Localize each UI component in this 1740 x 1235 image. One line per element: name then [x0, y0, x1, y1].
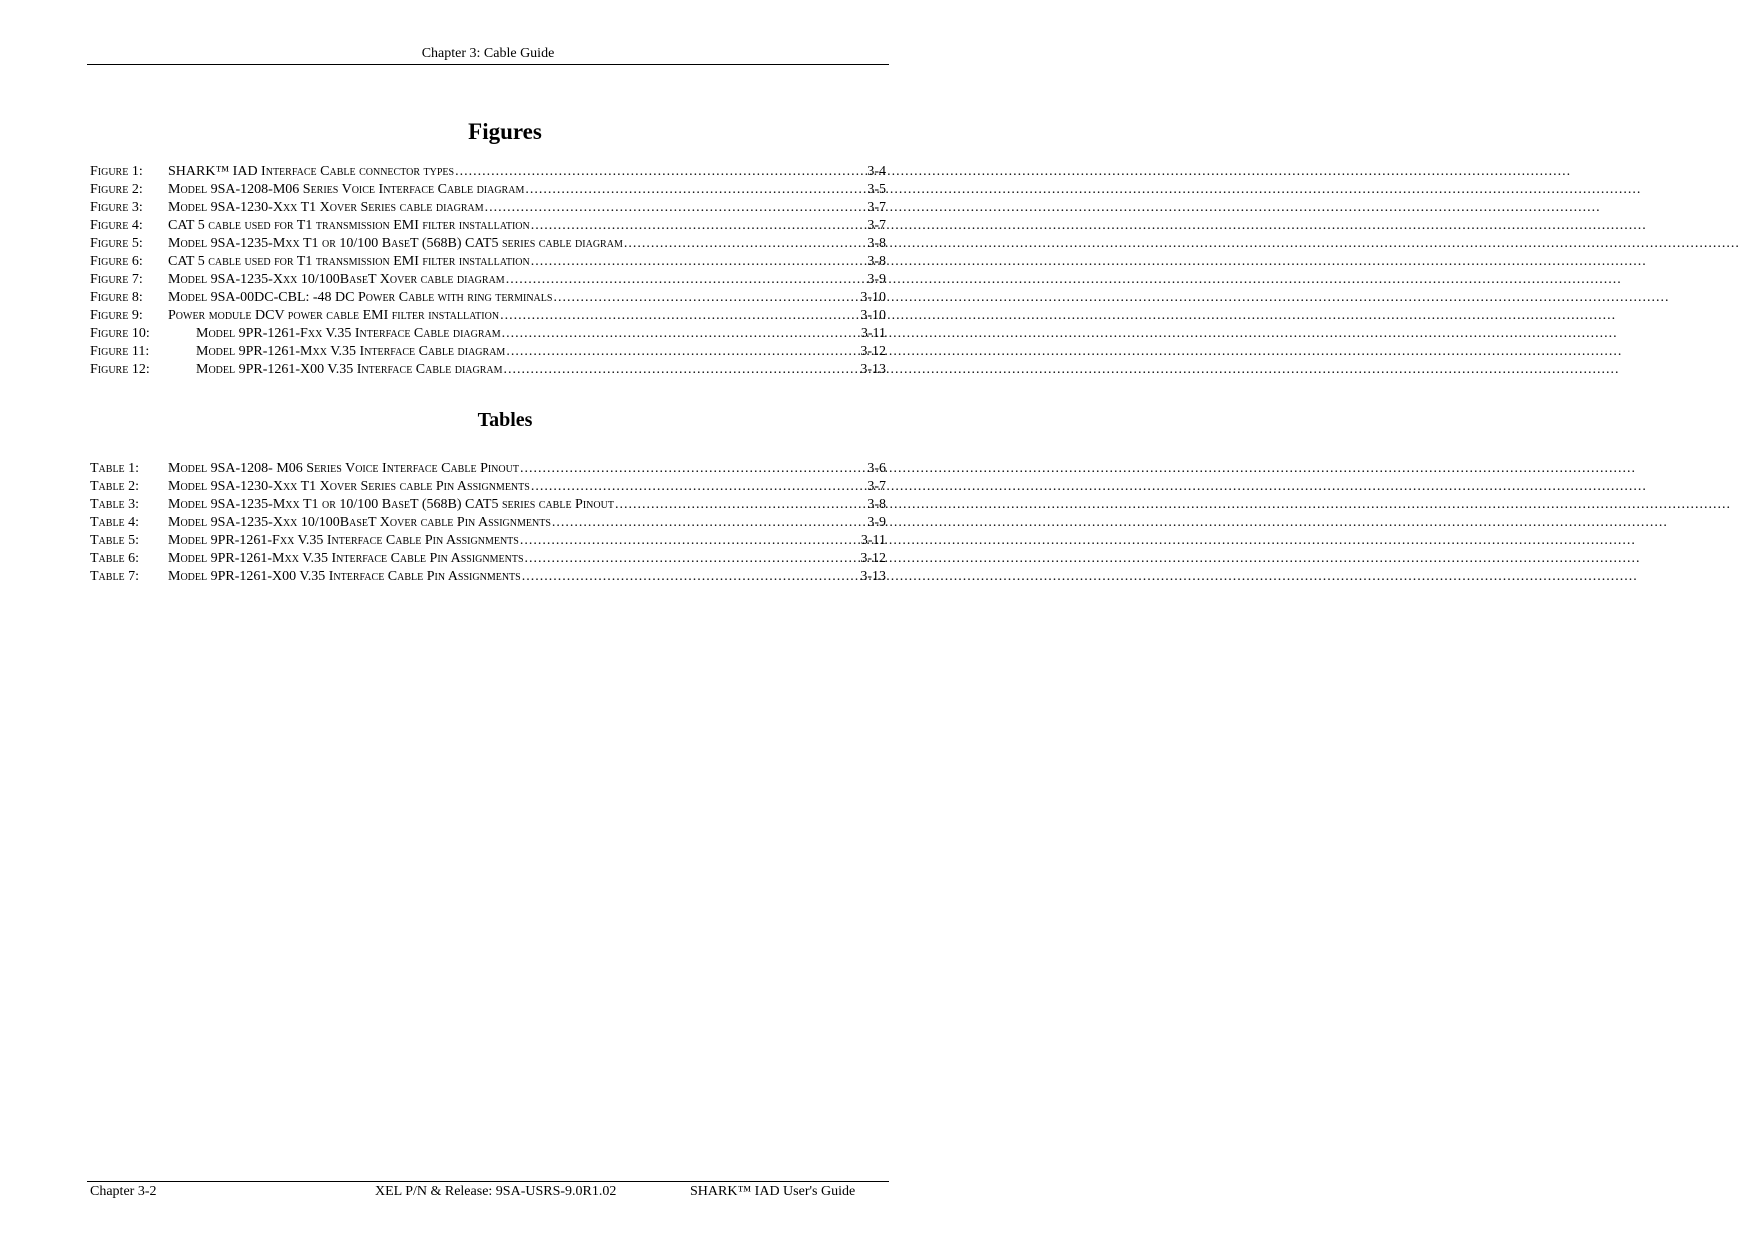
figure-title: Model 9SA-1235-Xxx 10/100BaseT Xover cable diagram	[168, 272, 505, 287]
table-title: Model 9SA-1235-Xxx 10/100BaseT Xover cable Pin Assignments	[168, 515, 551, 530]
tables-list	[90, 460, 886, 586]
table-page-number: 3-9	[867, 515, 886, 530]
dot-leader	[502, 325, 860, 343]
table-page-number: 3-6	[867, 461, 886, 476]
figure-entry[interactable]	[90, 343, 886, 361]
figure-page-number: 3-8	[867, 236, 886, 251]
table-label: Table 7:	[90, 569, 140, 584]
figure-label: Figure 11:	[90, 344, 150, 359]
figure-page-number: 3-5	[867, 182, 886, 197]
table-page-number: 3-7	[867, 479, 886, 494]
figure-entry[interactable]	[90, 325, 886, 343]
figure-title: Model 9SA-00DC-CBL: -48 DC Power Cable with ring terminals	[168, 290, 553, 305]
table-page-number: 3-11	[860, 533, 886, 548]
dot-leader	[506, 271, 867, 289]
dot-leader	[504, 361, 860, 379]
figure-label: Figure 9:	[90, 308, 143, 323]
figure-label: Figure 2:	[90, 182, 143, 197]
table-page-number: 3-13	[860, 569, 886, 584]
figure-page-number: 3-4	[867, 164, 886, 179]
figure-title: Model 9PR-1261-Fxx V.35 Interface Cable diagram	[196, 326, 501, 341]
figure-entry[interactable]	[90, 217, 886, 235]
dot-leader	[520, 460, 866, 478]
dot-leader	[552, 514, 866, 532]
dot-leader	[455, 163, 866, 181]
table-page-number: 3-8	[867, 497, 886, 512]
figure-page-number: 3-7	[867, 218, 886, 233]
table-label: Table 1:	[90, 461, 140, 476]
table-label: Table 6:	[90, 551, 140, 566]
dot-leader	[531, 253, 867, 271]
figure-label: Figure 3:	[90, 200, 143, 215]
table-label: Table 2:	[90, 479, 140, 494]
running-header: Chapter 3: Cable Guide	[421, 46, 555, 61]
dot-leader	[553, 289, 859, 307]
table-entry[interactable]	[90, 496, 886, 514]
dot-leader	[624, 235, 866, 253]
tables-heading: Tables	[477, 409, 533, 431]
figure-entry[interactable]	[90, 289, 886, 307]
table-entry[interactable]	[90, 478, 886, 496]
figure-title: Model 9PR-1261-X00 V.35 Interface Cable diagram	[196, 362, 503, 377]
figure-entry[interactable]	[90, 271, 886, 289]
figure-title: SHARK™ IAD Interface Cable connector types	[168, 164, 455, 179]
figure-label: Figure 1:	[90, 164, 143, 179]
footer-chapter-page: Chapter 3-2	[90, 1184, 157, 1199]
figure-page-number: 3-10	[860, 290, 886, 305]
figure-entry[interactable]	[90, 307, 886, 325]
table-page-number: 3-12	[860, 551, 886, 566]
table-entry[interactable]	[90, 568, 886, 586]
figure-page-number: 3-8	[867, 254, 886, 269]
figure-page-number: 3-7	[867, 200, 886, 215]
table-title: Model 9PR-1261-Fxx V.35 Interface Cable Pin Assignments	[168, 533, 519, 548]
table-entry[interactable]	[90, 460, 886, 478]
footer-rule	[87, 1181, 889, 1182]
dot-leader	[531, 217, 867, 235]
table-entry[interactable]	[90, 550, 886, 568]
table-title: Model 9SA-1208- M06 Series Voice Interface Cable Pinout	[168, 461, 519, 476]
figure-title: Model 9SA-1208-M06 Series Voice Interface Cable diagram	[168, 182, 525, 197]
figure-page-number: 3-13	[860, 362, 886, 377]
figure-title: Model 9SA-1230-Xxx T1 Xover Series cable diagram	[168, 200, 484, 215]
figures-list	[90, 163, 886, 379]
table-entry[interactable]	[90, 532, 886, 550]
figure-title: Model 9SA-1235-Mxx T1 or 10/100 BaseT (568B) CAT5 series cable diagram	[168, 236, 623, 251]
figure-label: Figure 6:	[90, 254, 143, 269]
figure-title: CAT 5 cable used for T1 transmission EMI filter installation	[168, 218, 530, 233]
figure-entry[interactable]	[90, 253, 886, 271]
dot-leader	[531, 478, 867, 496]
dot-leader	[500, 307, 859, 325]
table-label: Table 5:	[90, 533, 140, 548]
figure-title: Model 9PR-1261-Mxx V.35 Interface Cable diagram	[196, 344, 506, 359]
figure-label: Figure 12:	[90, 362, 150, 377]
figure-entry[interactable]	[90, 361, 886, 379]
table-label: Table 3:	[90, 497, 140, 512]
table-label: Table 4:	[90, 515, 140, 530]
figure-label: Figure 8:	[90, 290, 143, 305]
figure-label: Figure 4:	[90, 218, 143, 233]
figure-page-number: 3-10	[860, 308, 886, 323]
dot-leader	[506, 343, 859, 361]
table-title: Model 9PR-1261-Mxx V.35 Interface Cable Pin Assignments	[168, 551, 524, 566]
figure-page-number: 3-9	[867, 272, 886, 287]
dot-leader	[520, 532, 860, 550]
figure-entry[interactable]	[90, 235, 886, 253]
dot-leader	[615, 496, 866, 514]
figure-page-number: 3-12	[860, 344, 886, 359]
figures-heading: Figures	[468, 119, 542, 144]
figure-label: Figure 5:	[90, 236, 143, 251]
dot-leader	[525, 550, 860, 568]
table-title: Model 9PR-1261-X00 V.35 Interface Cable Pin Assignments	[168, 569, 521, 584]
figure-entry[interactable]	[90, 199, 886, 217]
table-title: Model 9SA-1230-Xxx T1 Xover Series cable Pin Assignments	[168, 479, 530, 494]
figure-page-number: 3-11	[860, 326, 886, 341]
footer-guide-title: SHARK™ IAD User's Guide	[690, 1184, 856, 1199]
footer-part-number: XEL P/N & Release: 9SA-USRS-9.0R1.02	[375, 1184, 617, 1199]
figure-entry[interactable]	[90, 181, 886, 199]
table-entry[interactable]	[90, 514, 886, 532]
header-rule	[87, 64, 889, 65]
table-title: Model 9SA-1235-Mxx T1 or 10/100 BaseT (568B) CAT5 series cable Pinout	[168, 497, 614, 512]
figure-label: Figure 10:	[90, 326, 150, 341]
dot-leader	[525, 181, 866, 199]
figure-entry[interactable]	[90, 163, 886, 181]
figure-title: CAT 5 cable used for T1 transmission EMI filter installation	[168, 254, 530, 269]
dot-leader	[485, 199, 867, 217]
dot-leader	[522, 568, 860, 586]
figure-label: Figure 7:	[90, 272, 143, 287]
figure-title: Power module DCV power cable EMI filter installation	[168, 308, 500, 323]
